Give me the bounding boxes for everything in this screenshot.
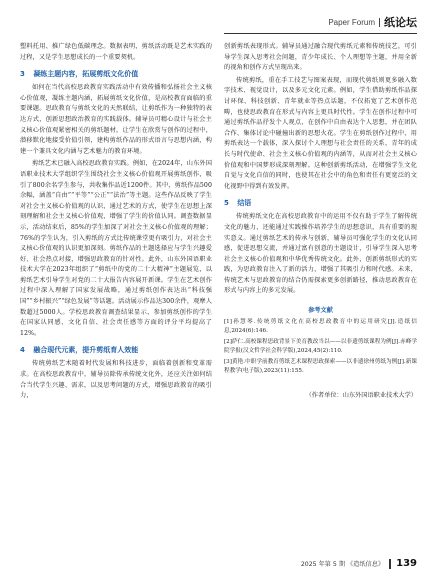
references-title: 参考文献 [308, 307, 333, 315]
right-column [224, 42, 417, 399]
section-title: 凝练主题内容，拓展剪纸文化价值 [33, 70, 139, 79]
forum-title-cn: 纸论坛 [384, 16, 417, 29]
section-number: 3 [20, 70, 25, 79]
section-heading [20, 345, 212, 355]
paragraph: 传统剪纸，重在手工技艺与图案表现，而现代剪纸则更多融入数字技术、视觉设计，以及多元文化元素。例如，学生借助剪纸作品探讨环保、科技创新、青年就业等热点话题，不仅拓宽了艺术创作范畴，也使思政教育在形式与内容上更具时代性。学生在创作过程中可通过剪纸作品抒发个人观点，在创作中自由表达个人思想，并在团队合作、集体讨论中碰撞出新的思想火花。学生在剪纸创作过程中，用剪纸表达一个载体，深入探讨个人理想与社会责任的关系，青年的成长与时代使命、社会主义核心价值观的内涵等，从而对社会主义核心价值观和中国梦形成深刻理解。这种创新剪纸活动，在增强学生文化自觉与文化自信的同时，也使其在社会中的角色和责任有更宽泛的文化视野中得到有效发挥。 [224, 76, 417, 190]
paragraph: 传统剪纸艺术随着时代发展和科技进步，面临着创新和变革需求。在高校思政教育中，辅导员除传承传统文化外，还应关注如何结合当代学生兴趣、需求，以及思考问题的方式，增强思政教育的吸引力， [20, 360, 212, 400]
reference-item: [3]黄艳.中职学前教育剪纸艺术课程思政探索——以非遗徐州剪纸为例[J].新课程教学(电子版),2023(11):155. [224, 359, 417, 375]
section-number: 4 [20, 346, 25, 355]
forum-title-en: Paper Forum [328, 17, 375, 27]
footer-separator [389, 559, 391, 569]
reference-item: [2]萨仁.高校课程思政背景下美育教改当以——以非遗剪纸课程为例[J].赤峰学院学报(汉文哲学社会科学版),2024,45(2):110. [224, 339, 417, 355]
paragraph: 传统剪纸文化在高校思政教育中的运用不仅有助于学生了解传统文化的魅力，还能通过实践操作培养学生的思想意识，具有重要的现实意义。通过剪纸艺术的传承与创新，辅导员可强化学生的文化认同感，促进思想交流，并通过富有创意的主题设计，引导学生深入思考社会主义核心价值观和中华优秀传统文化。此外，创新剪纸形式的实践，为思政教育注入了新的活力，增强了其吸引力和时代感。未来，传统艺术与思政教育的结合仍需探索更多创新路径，推动思政教育在形式与内容上的多元发展。 [224, 213, 417, 295]
reference-item: [1]孙慧琴.传统剪纸文化在高校思政教育中的运用研究[J].造纸信息,2024(6):146. [224, 319, 417, 335]
page-footer [301, 558, 417, 569]
section-title: 融合现代元素，提升剪纸育人效能 [33, 346, 139, 355]
header-rule [224, 33, 417, 34]
paragraph: 剪纸艺术已融入高校思政教育实践。例如，在2024年，山东外国语职业技术大学组织学生围绕社会主义核心价值观开展剪纸创作，吸引了800余名学生参与，共收集作品近1200件。其中，剪纸作品500余幅，涵盖“自由”“平等”“公正”“法治”等主题。这些作品反映了学生对社会主义核心价值观的认识，通过艺术的方式，使学生在思想上深刻理解和社会主义核心价值观，增强了学生的价值认同。调查数据显示，活动结束后，85%的学生加深了对社会主义核心价值观的理解；76%的学生认为，引入剪纸的方式比传统课堂更有吸引力，对社会主义核心价值观的认识更加深刻。剪纸作品的主题选择应与学生兴趣爱好、社会热点对接，增强思政教育的针对性。此外，山东外国语职业技术大学在2023年组织了“剪纸中的党的二十大精神”主题展览，以剪纸艺术引导学生对党的二十大报告内容展开新课。学生在艺术创作过程中深入理解了国家发展战略，通过剪纸创作表达出“科技强国”“乡村振兴”“绿色发展”等话题。活动展示作品达300余件，观摩人数超过5000人。学校思政教育调查结果显示，参加剪纸创作的学生在国家认同感、文化自信、社会责任感等方面的评分平均提高了12%。 [20, 160, 212, 337]
section-heading [20, 69, 212, 79]
header-separator [379, 18, 380, 27]
paragraph: 如何在当代高校思政教育实践活动中有效传播和弘扬社会主义核心价值观，凝练主题内涵，拓展剪纸文化价值，是高校教育面临的重要课题。思政教育与剪纸文化的天然联结，让剪纸作为一种独特的表达方式，创新思想政治教育的实践载体。辅导员可精心设计与社会主义核心价值观紧密相关的剪纸题材，让学生在欣赏与创作的过程中，潜移默化地接受价值引领，建构剪纸作品的形式语言与思想内涵，构建一个兼具文化内涵与艺术魅力的教育环境。 [20, 84, 212, 155]
issue-info: 2025 年第 5 期 《造纸信息》 [300, 561, 385, 568]
author-affiliation: （作者单位：山东外国语职业技术大学） [305, 392, 417, 400]
left-column [20, 42, 212, 404]
paragraph: 塑料托用、推广绿色低碳理念。数据表明，剪纸活动既是艺术实践的过程，又是学生思想成长的一个重要契机。 [20, 43, 212, 61]
section-title: 结语 [237, 199, 252, 208]
page-number: 139 [396, 558, 417, 569]
paragraph: 创新剪纸表现形式。辅导员通过融合现代剪纸元素和传统技艺，可引导学生深入思考社会问题，青少年成长、个人理想等主题，并用全新的视角和创作方式呈现出来。 [224, 43, 417, 72]
page-header [328, 14, 417, 30]
section-number: 5 [224, 199, 229, 208]
section-heading [224, 198, 417, 208]
